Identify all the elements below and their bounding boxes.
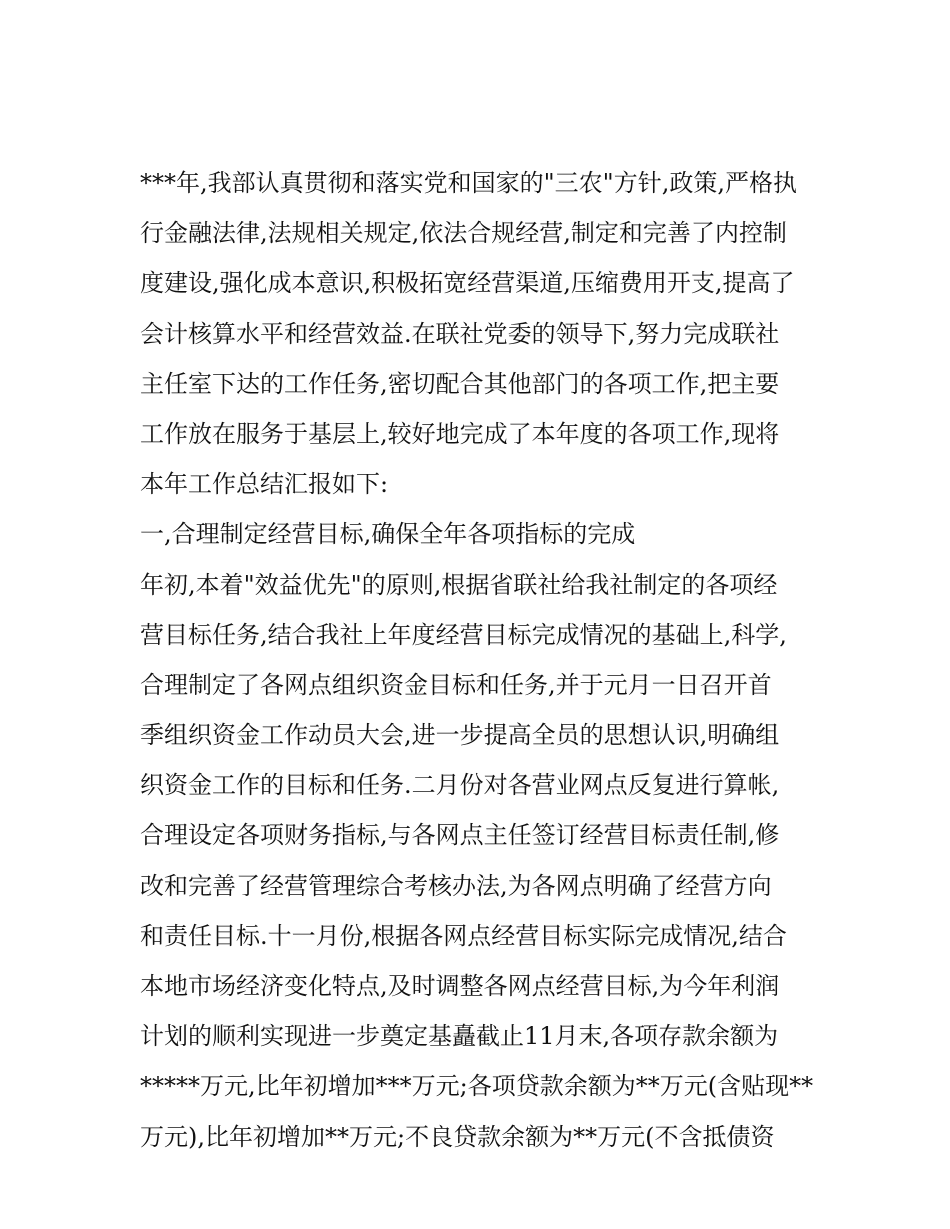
text-line-7: 本年工作总结汇报如下: <box>140 470 389 499</box>
text-line-1: ***年,我部认真贯彻和落实党和国家的"三农"方针,政策,严格执 <box>140 169 797 197</box>
document-body-text <box>140 158 820 1162</box>
text-line-2: 行金融法律,法规相关规定,依法合规经营,制定和完善了内控制 <box>140 219 787 248</box>
text-line-10: 营目标任务,结合我社上年度经营目标完成情况的基础上,科学, <box>140 620 787 649</box>
text-line-3: 度建设,强化成本意识,积极拓宽经营渠道,压缩费用开支,提高了 <box>140 269 795 298</box>
text-line-20: 万元),比年初增加**万元;不良贷款余额为**万元(不含抵债资 <box>140 1122 775 1151</box>
text-line-17: 本地市场经济变化特点,及时调整各网点经营目标,为今年利润 <box>140 972 780 1000</box>
text-line-19: *****万元,比年初增加***万元;各项贷款余额为**万元(含贴现** <box>140 1072 814 1101</box>
section-heading-line: 一,合理制定经营目标,确保全年各项指标的完成 <box>140 520 636 549</box>
text-line-11: 合理制定了各网点组织资金目标和任务,并于元月一日召开首 <box>140 670 772 699</box>
text-line-9: 年初,本着"效益优先"的原则,根据省联社给我社制定的各项经 <box>140 570 778 599</box>
text-line-14: 合理设定各项财务指标,与各网点主任签订经营目标责任制,修 <box>140 821 780 850</box>
text-line-5: 主任室下达的工作任务,密切配合其他部门的各项工作,把主要 <box>140 369 780 398</box>
text-line-4: 会计核算水平和经营效益.在联社党委的领导下,努力完成联社 <box>140 319 780 348</box>
text-line-18: 计划的顺利实现进一步奠定基矗截止11月末,各项存款余额为 <box>140 1022 779 1051</box>
text-line-15: 改和完善了经营管理综合考核办法,为各网点明确了经营方向 <box>140 871 772 900</box>
text-line-16: 和责任目标.十一月份,根据各网点经营目标实际完成情况,结合 <box>140 921 787 950</box>
text-line-13: 织资金工作的目标和任务.二月份对各营业网点反复进行算帐, <box>140 771 780 800</box>
text-line-12: 季组织资金工作动员大会,进一步提高全员的思想认识,明确组 <box>140 721 780 750</box>
text-line-6: 工作放在服务于基层上,较好地完成了本年度的各项工作,现将 <box>140 419 780 448</box>
